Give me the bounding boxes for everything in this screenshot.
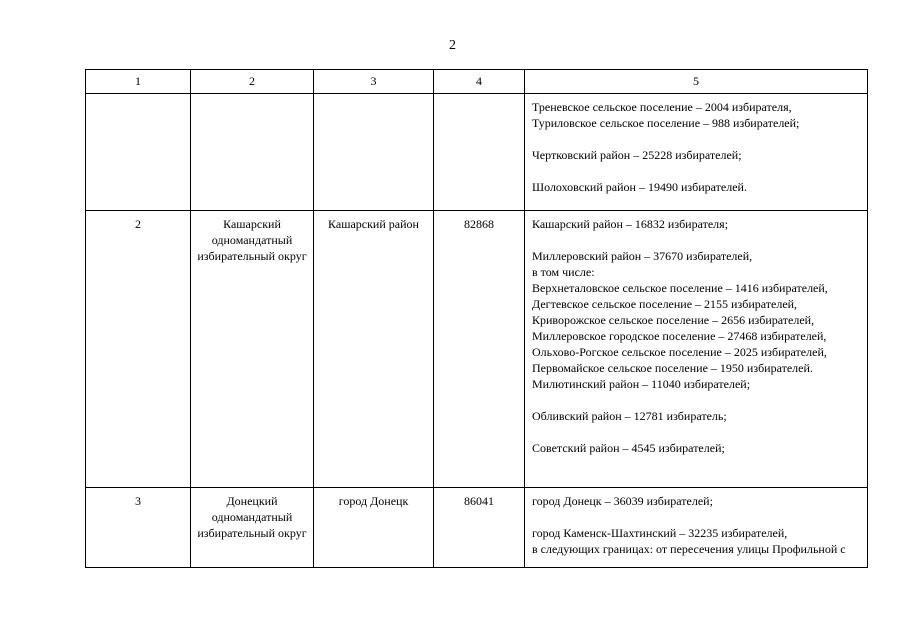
column-header-4: 4 — [434, 70, 525, 94]
composition-spacer — [532, 232, 861, 248]
composition-line: Миллеровский район – 37670 избирателей, — [532, 249, 753, 263]
composition-line: Чертковский район – 25228 избирателей; — [532, 148, 742, 162]
composition-line: Треневское сельское поселение – 2004 избирателя, — [532, 100, 792, 114]
table-row — [86, 488, 868, 568]
column-header-5: 5 — [525, 70, 868, 94]
composition-line: в следующих границах: от пересечения улицы Профильной с — [532, 542, 846, 556]
composition-spacer — [532, 509, 861, 525]
composition-line: Верхнеталовское сельское поселение – 1416 избирателей, — [532, 281, 828, 295]
composition-line: Криворожское сельское поселение – 2656 избирателей, — [532, 313, 815, 327]
district-composition-cell — [525, 488, 868, 568]
page-number: 2 — [449, 38, 456, 53]
composition-line: Первомайское сельское поселение – 1950 избирателей. — [532, 361, 813, 375]
composition-line: город Каменск-Шахтинский – 32235 избирателей, — [532, 526, 788, 540]
district-number-cell: 3 — [86, 488, 191, 568]
composition-line: город Донецк – 36039 избирателей; — [532, 494, 713, 508]
composition-line: Миллеровское городское поселение – 27468 избирателей, — [532, 329, 827, 343]
district-name-cell: Кашарский одномандатный избирательный округ — [191, 211, 314, 488]
composition-line: Шолоховский район – 19490 избирателей. — [532, 180, 747, 194]
composition-spacer — [532, 131, 861, 147]
composition-line: Советский район – 4545 избирателей; — [532, 441, 725, 455]
district-number-cell: 2 — [86, 211, 191, 488]
district-center-cell: Кашарский район — [314, 211, 434, 488]
district-composition-cell — [525, 211, 868, 488]
header-row — [86, 70, 868, 94]
district-composition-cell — [525, 94, 868, 211]
composition-line: Кашарский район – 16832 избирателя; — [532, 217, 729, 231]
column-header-3: 3 — [314, 70, 434, 94]
composition-spacer — [532, 424, 861, 440]
column-header-2: 2 — [191, 70, 314, 94]
table-row — [86, 94, 868, 211]
composition-line: Дегтевское сельское поселение – 2155 избирателей, — [532, 297, 798, 311]
voter-count-cell: 86041 — [434, 488, 525, 568]
district-number-cell — [86, 94, 191, 211]
district-name-cell: Донецкий одномандатный избирательный округ — [191, 488, 314, 568]
district-center-cell — [314, 94, 434, 211]
voter-count-cell: 82868 — [434, 211, 525, 488]
column-header-1: 1 — [86, 70, 191, 94]
district-name-cell — [191, 94, 314, 211]
composition-line: Туриловское сельское поселение – 988 избирателей; — [532, 116, 800, 130]
district-center-cell: город Донецк — [314, 488, 434, 568]
table-row — [86, 211, 868, 488]
voter-count-cell — [434, 94, 525, 211]
composition-spacer — [532, 392, 861, 408]
composition-line: Милютинский район – 11040 избирателей; — [532, 377, 751, 391]
electoral-districts-table — [85, 69, 868, 568]
composition-line: в том числе: — [532, 265, 595, 279]
composition-line: Ольхово-Рогское сельское поселение – 2025 избирателей, — [532, 345, 827, 359]
composition-line: Обливский район – 12781 избиратель; — [532, 409, 727, 423]
composition-spacer — [532, 163, 861, 179]
